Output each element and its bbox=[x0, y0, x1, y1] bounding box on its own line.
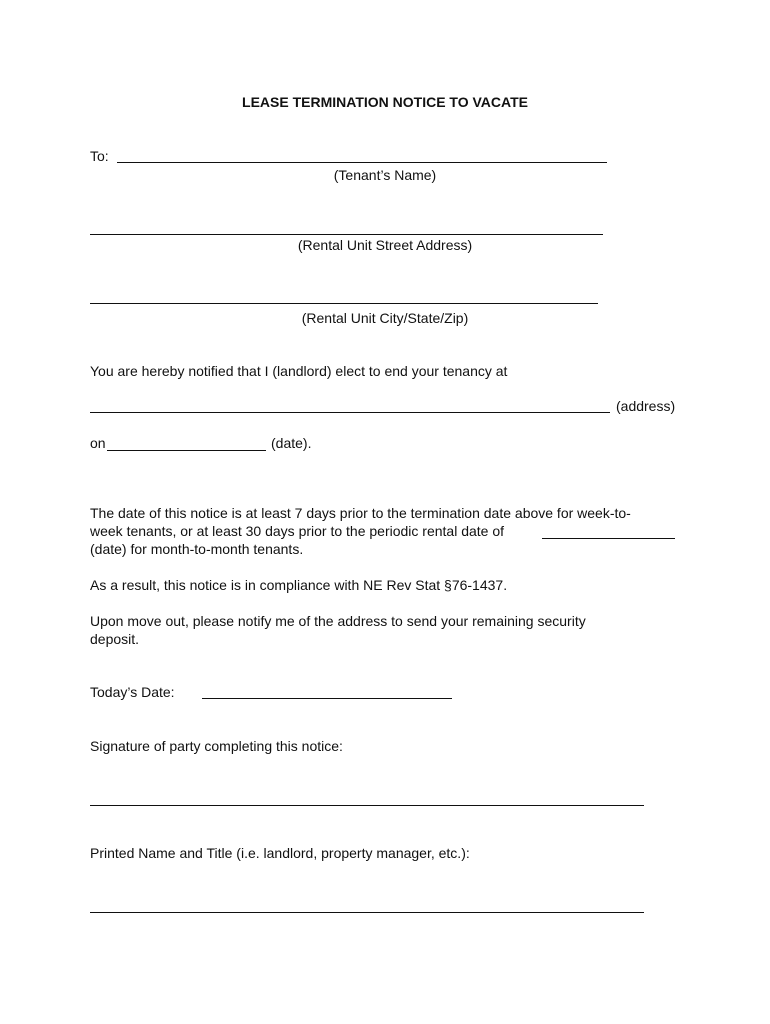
street-address-caption: (Rental Unit Street Address) bbox=[297, 237, 473, 253]
days-paragraph-line-3: (date) for month-to-month tenants. bbox=[90, 541, 304, 557]
city-state-zip-blank[interactable] bbox=[90, 303, 598, 304]
to-label: To: bbox=[90, 148, 109, 164]
compliance-statement: As a result, this notice is in compliance with NE Rev Stat §76-1437. bbox=[90, 577, 508, 593]
todays-date-blank[interactable] bbox=[202, 698, 452, 699]
date-suffix: (date). bbox=[271, 435, 312, 451]
tenant-name-caption: (Tenant’s Name) bbox=[333, 167, 437, 183]
printed-name-blank[interactable] bbox=[90, 912, 644, 913]
address-suffix: (address) bbox=[616, 398, 676, 414]
days-paragraph-line-2: week tenants, or at least 30 days prior to the periodic rental date of bbox=[90, 523, 505, 539]
periodic-rental-date-blank[interactable] bbox=[542, 538, 675, 539]
street-address-blank[interactable] bbox=[90, 234, 603, 235]
todays-date-label: Today’s Date: bbox=[90, 684, 175, 700]
signature-blank[interactable] bbox=[90, 805, 644, 806]
printed-name-label: Printed Name and Title (i.e. landlord, property manager, etc.): bbox=[90, 845, 470, 861]
moveout-line-2: deposit. bbox=[90, 631, 140, 647]
signature-label: Signature of party completing this notice: bbox=[90, 738, 343, 754]
on-label: on bbox=[90, 435, 106, 451]
termination-address-blank[interactable] bbox=[90, 412, 610, 413]
moveout-line-1: Upon move out, please notify me of the address to send your remaining security bbox=[90, 613, 586, 629]
document-title: LEASE TERMINATION NOTICE TO VACATE bbox=[242, 94, 528, 110]
termination-date-blank[interactable] bbox=[107, 450, 266, 451]
days-paragraph-line-1: The date of this notice is at least 7 days prior to the termination date above for week-to- bbox=[90, 505, 631, 521]
notice-sentence: You are hereby notified that I (landlord) elect to end your tenancy at bbox=[90, 363, 508, 379]
tenant-name-blank[interactable] bbox=[117, 162, 607, 163]
city-state-zip-caption: (Rental Unit City/State/Zip) bbox=[301, 310, 469, 326]
